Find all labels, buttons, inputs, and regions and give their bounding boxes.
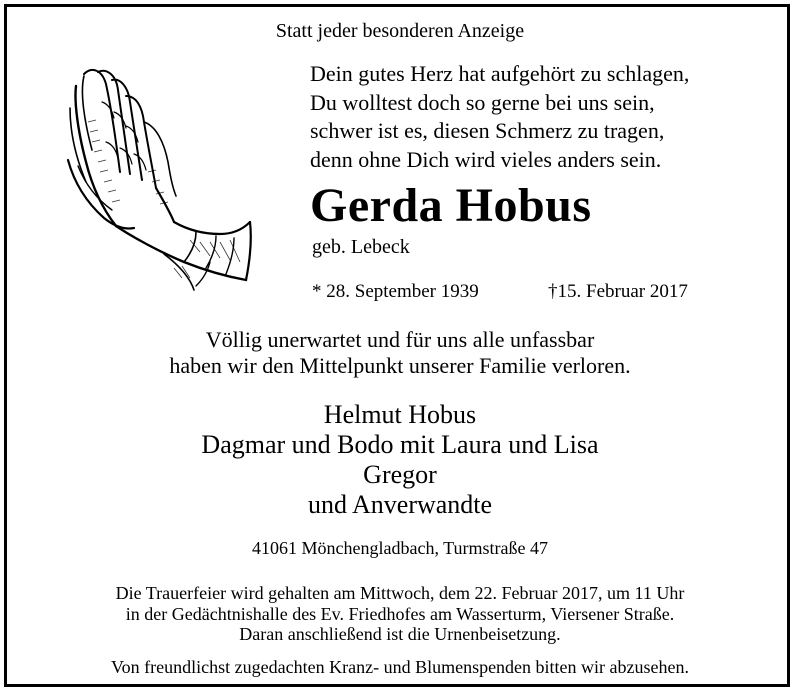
- statement-line: haben wir den Mittelpunkt unserer Familie verloren.: [169, 353, 631, 378]
- maiden-name: geb. Lebeck: [312, 236, 410, 258]
- ceremony-line: Daran anschließend ist die Urnenbeisetzung.: [239, 624, 561, 644]
- loss-statement: [0, 327, 800, 379]
- notice-headline: Statt jeder besonderen Anzeige: [275, 20, 525, 42]
- mourners-list: [0, 400, 800, 520]
- mourner-line: Gregor: [363, 460, 437, 489]
- ceremony-details: [0, 583, 800, 645]
- closing-request: Von freundlichst zugedachten Kranz- und Blumenspenden bitten wir abzusehen.: [111, 657, 689, 677]
- poem-line: Du wolltest doch so gerne bei uns sein,: [310, 89, 655, 115]
- praying-hands-icon: [64, 62, 254, 294]
- statement-line: Völlig unerwartet und für uns alle unfassbar: [205, 327, 595, 352]
- family-address: 41061 Mönchengladbach, Turmstraße 47: [252, 538, 548, 558]
- mourner-line: Helmut Hobus: [323, 400, 477, 429]
- poem: [310, 60, 689, 174]
- ceremony-line: Die Trauerfeier wird gehalten am Mittwoch, dem 22. Februar 2017, um 11 Uhr: [115, 583, 685, 603]
- death-date: †15. Februar 2017: [548, 281, 688, 302]
- birth-date: * 28. September 1939: [312, 281, 479, 302]
- mourner-line: und Anverwandte: [307, 490, 493, 519]
- mourner-line: Dagmar und Bodo mit Laura und Lisa: [201, 430, 599, 459]
- poem-line: schwer ist es, diesen Schmerz zu tragen,: [310, 118, 665, 143]
- poem-line: Dein gutes Herz hat aufgehört zu schlagen,: [310, 61, 690, 86]
- ceremony-line: in der Gedächtnishalle des Ev. Friedhofes am Wasserturm, Viersener Straße.: [125, 603, 675, 624]
- poem-line: denn ohne Dich wird vieles anders sein.: [310, 146, 662, 172]
- deceased-name: Gerda Hobus: [310, 179, 592, 232]
